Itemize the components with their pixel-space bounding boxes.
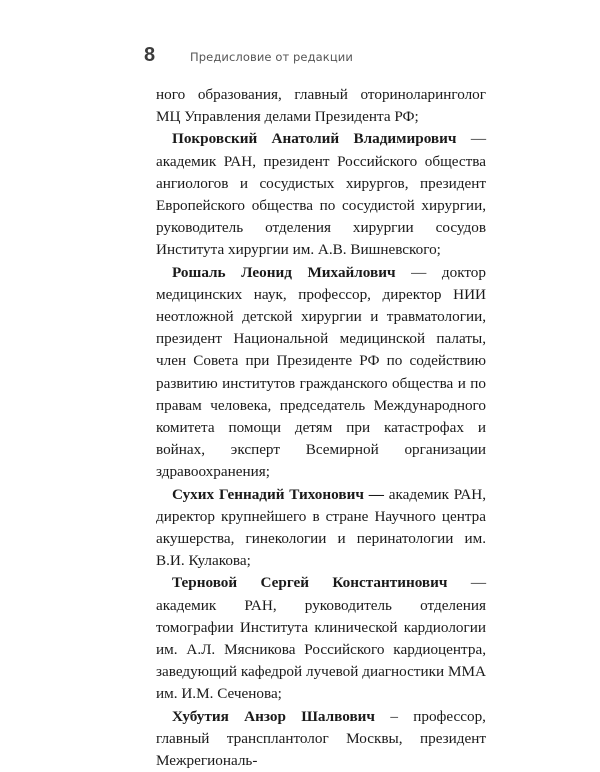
paragraph-roshal xyxy=(156,262,486,484)
paragraph-text: ного образования, главный оториноларинголог МЦ Управления делами Президента РФ; xyxy=(156,86,486,126)
person-name: Покровский Анатолий Владимирович xyxy=(172,130,457,148)
paragraph-pokrovsky xyxy=(156,128,486,261)
paragraph-text: — доктор медицинских наук, профессор, директор НИИ неотложной детской хирургии и травматологии, президент Национальной медицинской палаты, член Совета при Президенте РФ по содействию развитию институтов гражданского общества и по правам человека, председатель Международного комитета помощи детям при катастрофах и войнах, эксперт Всемирной организации здравоохранения; xyxy=(156,263,486,481)
paragraph-sukhikh xyxy=(156,484,486,573)
paragraph-text: — академик РАН, руководитель отделения томографии Института клинической кардиологии им. А.Л. Мясникова Российского кардиоцентра, заведующий кафедрой лучевой диагностики ММА им. И.М. Сеченова; xyxy=(156,574,487,703)
paragraph-continuation xyxy=(156,84,486,128)
running-head xyxy=(144,44,353,74)
body-text xyxy=(156,84,486,772)
paragraph-ternovoy xyxy=(156,572,486,705)
person-name: Терновой Сергей Константинович xyxy=(172,574,448,592)
paragraph-text: – профессор, главный трансплантолог Москвы, президент Межрегиональ- xyxy=(156,707,486,770)
person-name: Хубутия Анзор Шалвович xyxy=(172,707,375,725)
paragraph-text: — академик РАН, президент Российского общества ангиологов и сосудистых хирургов, президент Европейского общества по сосудистой хирургии, руководитель отделения хирургии сосудов Института хирургии им. А.В. Вишневского; xyxy=(156,130,487,259)
running-title: Предисловие от редакции xyxy=(190,50,353,64)
paragraph-khubutiya xyxy=(156,706,486,772)
person-name: Сухих Геннадий Тихонович — xyxy=(172,485,384,503)
person-name: Рошаль Леонид Михайлович xyxy=(172,263,396,281)
paragraph-text: академик РАН, директор крупнейшего в стране Научного центра акушерства, гинекологии и перинатологии им. В.И. Кулакова; xyxy=(156,485,487,570)
page-number: 8 xyxy=(144,44,156,66)
